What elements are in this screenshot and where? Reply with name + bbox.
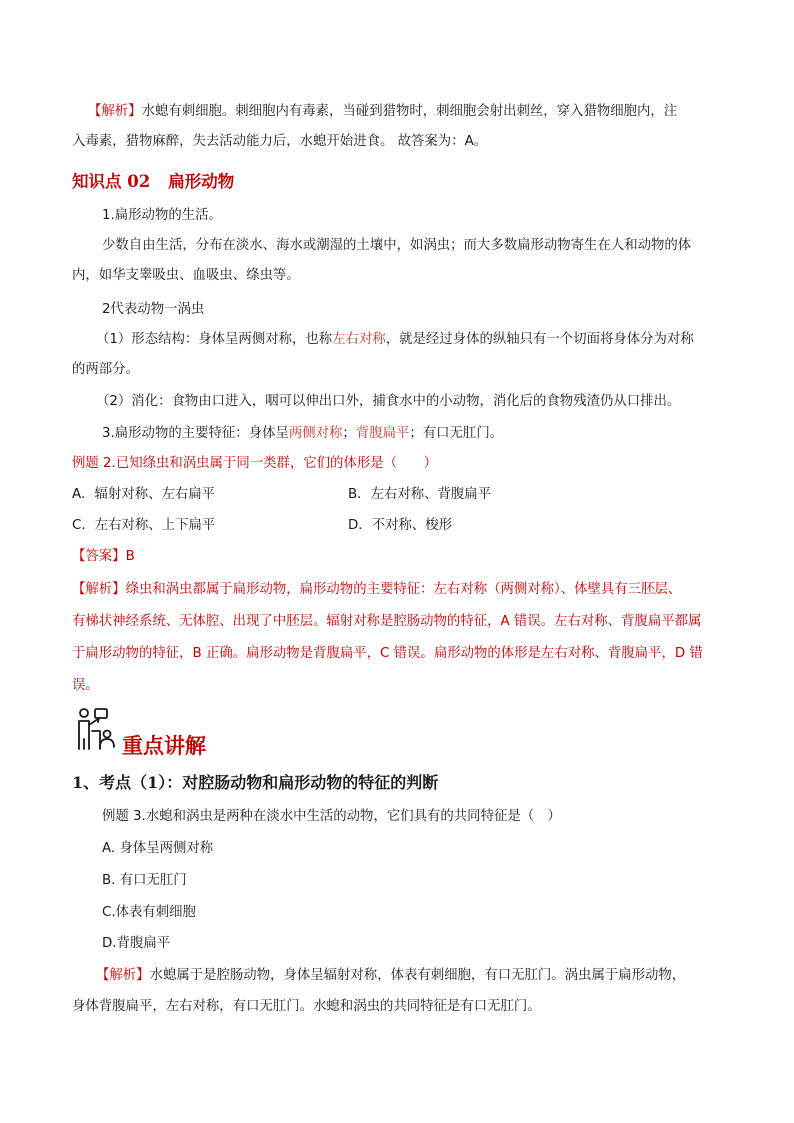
life-text-line-1: 少数自由生活，分布在淡水、海水或潮湿的土壤中，如涡虫；而大多数扁形动物寄生在人和动物的体 (102, 238, 692, 253)
example-2-option-d: D．不对称、梭形 (348, 518, 453, 533)
example-3-analysis-line-2: 身体背腹扁平，左右对称，有口无肛门。水螅和涡虫的共同特征是有口无肛门。 (72, 999, 541, 1014)
life-heading: 1.扁形动物的生活。 (102, 208, 222, 223)
example-3-option-a: A. 身体呈两侧对称 (102, 841, 214, 856)
section-title: 重点讲解 (122, 733, 206, 758)
exam-point-heading: 1、考点（1）：对腔肠动物和扁形动物的特征的判断 (72, 773, 439, 792)
knowledge-point-heading: 知识点 02 扁形动物 (72, 172, 235, 191)
example-2-option-b: B．左右对称、背腹扁平 (348, 487, 492, 502)
representative-heading: 2代表动物一涡虫 (102, 302, 205, 317)
example-2-option-a: A．辐射对称、左右扁平 (72, 487, 216, 502)
example-3-option-b: B. 有口无肛门 (102, 873, 187, 888)
example-2-option-c: C．左右对称、上下扁平 (72, 518, 216, 533)
morphology-line-2: 的两部分。 (72, 362, 139, 377)
example-2-analysis-line-3: 于扁形动物的特征，B 正确。扁形动物是背腹扁平，C 错误。扁形动物的体形是左右对称、背腹扁平，D 错 (72, 646, 703, 661)
example-2-analysis-line-4: 误。 (72, 678, 99, 693)
analysis-paragraph-1-line-2: 入毒素，猎物麻醉，失去活动能力后，水螅开始进食。 故答案为：A。 (72, 134, 488, 149)
example-3-question: 例题 3.水螅和涡虫是两种在淡水中生活的动物，它们具有的共同特征是（ ） (102, 809, 561, 824)
teacher-presentation-icon (76, 707, 116, 751)
morphology-line-1: （1）形态结构：身体呈两侧对称，也称左右对称，就是经过身体的纵轴只有一个切面将身体分为对称 (96, 332, 694, 347)
example-2-analysis-line-2: 有梯状神经系统、无体腔、出现了中胚层。辐射对称是腔肠动物的特征，A 错误。左右对称、背腹扁平都属 (72, 614, 702, 629)
analysis-paragraph-1-line-1: 【解析】水螅有刺细胞。刺细胞内有毒素，当碰到猎物时，刺细胞会射出刺丝，穿入猎物细胞内，注 (88, 104, 678, 119)
example-2-answer: 【答案】B (72, 549, 135, 564)
example-2-question: 例题 2.已知绦虫和涡虫属于同一类群，它们的体形是（ ） (72, 456, 438, 471)
example-3-analysis-line-1: 【解析】水螅属于是腔肠动物，身体呈辐射对称，体表有刺细胞，有口无肛门。涡虫属于扁形动物， (96, 968, 686, 983)
example-2-analysis-line-1: 【解析】绦虫和涡虫都属于扁形动物，扁形动物的主要特征：左右对称（两侧对称）、体壁具有三胚层、 (72, 582, 682, 597)
analysis-tag: 【解析】 (88, 104, 142, 119)
life-text-line-2: 内，如华支睾吸虫、血吸虫、绦虫等。 (72, 268, 300, 283)
main-features-line: 3.扁形动物的主要特征：身体呈两侧对称；背腹扁平；有口无肛门。 (102, 426, 504, 441)
example-3-option-d: D.背腹扁平 (102, 936, 171, 951)
example-3-option-c: C.体表有刺细胞 (102, 905, 196, 920)
digestion-line: （2）消化：食物由口进入，咽可以伸出口外，捕食水中的小动物，消化后的食物残渣仍从口排出。 (96, 394, 681, 409)
